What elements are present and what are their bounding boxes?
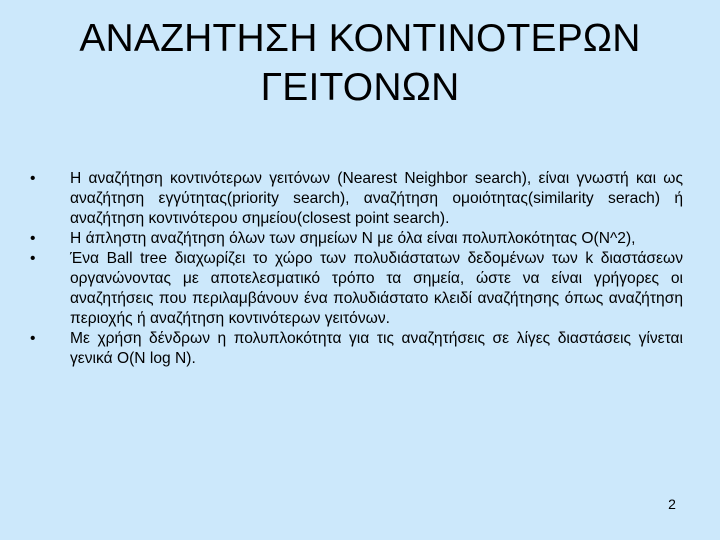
bullet-item-4 — [30, 329, 683, 369]
bullet-item-1 — [30, 169, 683, 229]
bullet-list — [30, 169, 683, 369]
bullet-marker: • — [30, 330, 36, 347]
bullet-marker: • — [30, 250, 36, 267]
bullet-text-2: Η άπληστη αναζήτηση όλων των σημείων Ν με όλα είναι πολυπλοκότητας Ο(Ν^2), — [70, 230, 636, 247]
bullet-text-1: Η αναζήτηση κοντινότερων γειτόνων (Nearest Neighbor search), είναι γνωστή και ως αναζήτηση εγγύτητας(priority search), αναζήτηση ομοιότητας(similarity serach) ή αναζήτηση κοντινότερου σημείου(closest point search). — [70, 170, 683, 227]
bullet-marker: • — [30, 170, 36, 187]
slide-title-line-2: ΓΕΙΤΟΝΩΝ — [260, 66, 460, 109]
bullet-item-2 — [30, 229, 683, 249]
bullet-text-4: Με χρήση δένδρων η πολυπλοκότητα για τις αναζητήσεις σε λίγες διαστάσεις γίνεται γενικά Ο(Ν log N). — [70, 330, 683, 367]
slide-title — [20, 14, 700, 112]
bullet-text-3: Ένα Ball tree διαχωρίζει το χώρο των πολυδιάστατων δεδομένων των k διαστάσεων οργανώνοντας με αποτελεσματικό τρόπο τα σημεία, ώστε να είναι γρήγορες οι αναζητήσεις που περιλαμβάνουν ένα πολυδιάστατο κλειδί αναζήτησης όπως αναζήτηση περιοχής ή αναζήτηση κοντινότερων γειτόνων. — [70, 250, 683, 327]
bullet-marker: • — [30, 230, 36, 247]
page-number: 2 — [668, 496, 676, 512]
slide-title-line-1: ΑΝΑΖΗΤΗΣΗ ΚΟΝΤΙΝΟΤΕΡΩΝ — [79, 17, 641, 60]
bullet-item-3 — [30, 249, 683, 329]
